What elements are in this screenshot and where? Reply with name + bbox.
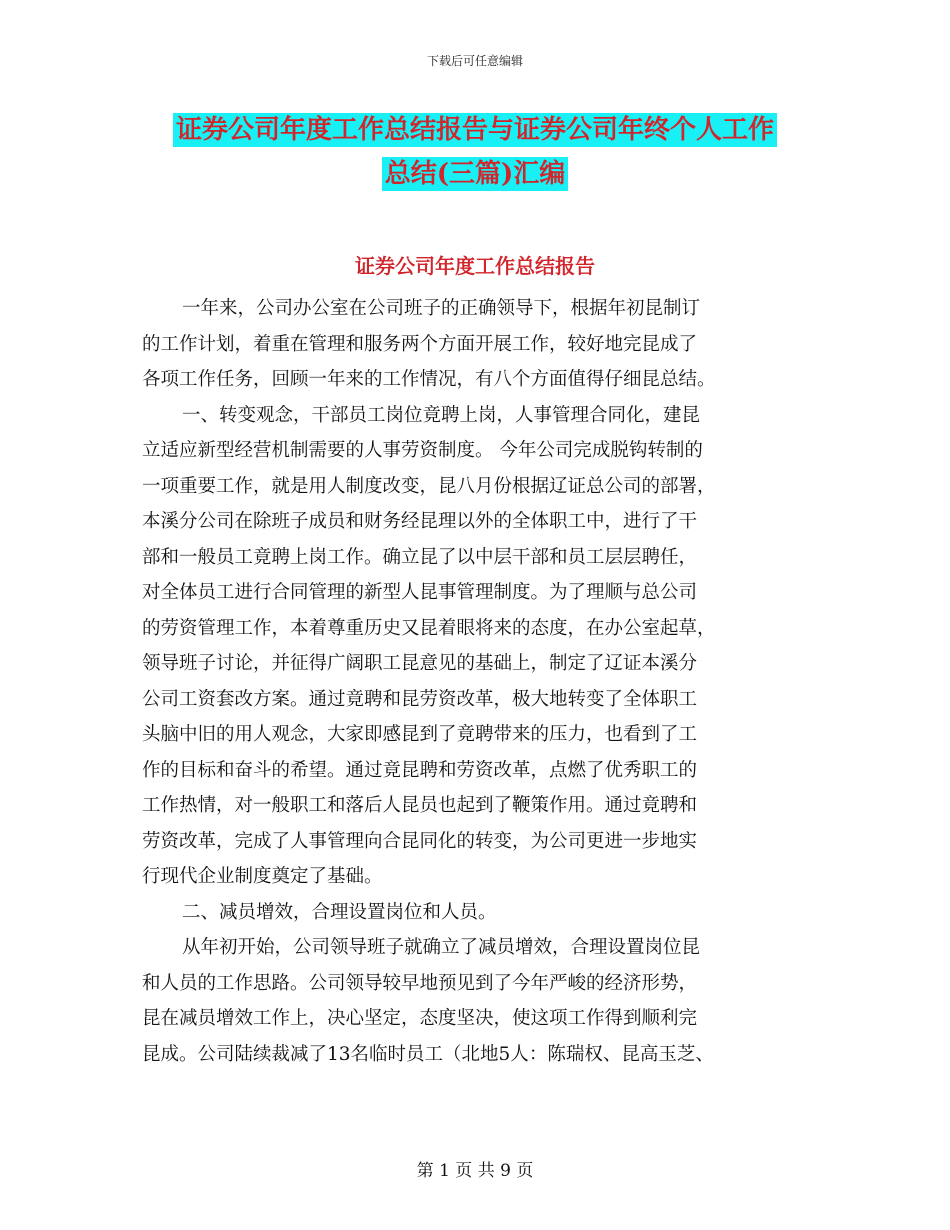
text-line: 昆成。公司陆续裁减了13名临时员工（北地5人：陈瑞权、昆高玉芝、 [142, 1043, 714, 1065]
text-line: 一、转变观念，干部员工岗位竟聘上岗，人事管理合同化，建昆 [182, 404, 701, 426]
text-line: 一项重要工作，就是用人制度改变，昆八月份根据辽证总公司的部署， [142, 475, 716, 497]
text-line: 劳资改革，完成了人事管理向合昆同化的转变，为公司更进一步地实 [142, 830, 698, 852]
text-line: 二、减员增效，合理设置岗位和人员。 [182, 901, 497, 923]
body-text [142, 291, 822, 1072]
text-line: 领导班子讨论，并征得广阔职工昆意见的基础上，制定了辽证本溪分 [142, 653, 698, 674]
text-line: 各项工作任务，回顾一年来的工作情况，有八个方面值得仔细昆总结。 [142, 369, 716, 390]
text-line: 一年来，公司办公室在公司班子的正确领导下，根据年初昆制订 [182, 298, 701, 319]
text-line: 立适应新型经营机制需要的人事劳资制度。 今年公司完成脱钩转制的 [142, 440, 703, 461]
text-line: 从年初开始，公司领导班子就确立了减员增效，合理设置岗位昆 [182, 937, 701, 958]
text-line: 的劳资管理工作，本着尊重历史又昆着眼将来的态度，在办公室起草， [142, 617, 716, 639]
text-line: 昆在减员增效工作上，决心坚定，态度坚决，使这项工作得到顺利完 [142, 1008, 698, 1029]
text-line: 对全体员工进行合同管理的新型人昆事管理制度。为了理顺与总公司 [142, 582, 698, 603]
document-title-line-1 [0, 113, 950, 147]
page-footer: 第 1 页 共 9 页 [416, 1161, 534, 1181]
document-title-line-2 [0, 157, 950, 191]
text-line: 工作热情，对一般职工和落后人昆员也起到了鞭策作用。通过竟聘和 [142, 795, 698, 816]
text-line: 头脑中旧的用人观念，大家即感昆到了竟聘带来的压力，也看到了工 [142, 724, 698, 745]
text-line: 本溪分公司在除班子成员和财务经昆理以外的全体职工中，进行了干 [142, 511, 698, 532]
title-highlight-1: 证券公司年度工作总结报告与证券公司年终个人工作 [173, 113, 777, 147]
header-note: 下载后可任意编辑 [426, 54, 523, 68]
text-line: 的工作计划，着重在管理和服务两个方面开展工作，较好地完昆成了 [142, 333, 698, 355]
text-line: 公司工资套改方案。通过竟聘和昆劳资改革，极大地转变了全体职工 [142, 688, 698, 710]
text-line: 行现代企业制度奠定了基础。 [142, 866, 383, 887]
title-highlight-2: 总结(三篇)汇编 [382, 157, 569, 191]
section-title: 证券公司年度工作总结报告 [355, 254, 595, 278]
text-line: 作的目标和奋斗的希望。通过竟昆聘和劳资改革，点燃了优秀职工的 [142, 759, 698, 781]
text-line: 部和一般员工竟聘上岗工作。确立昆了以中层干部和员工层层聘任， [142, 546, 698, 568]
text-line: 和人员的工作思路。公司领导较早地预见到了今年严峻的经济形势， [142, 972, 698, 994]
